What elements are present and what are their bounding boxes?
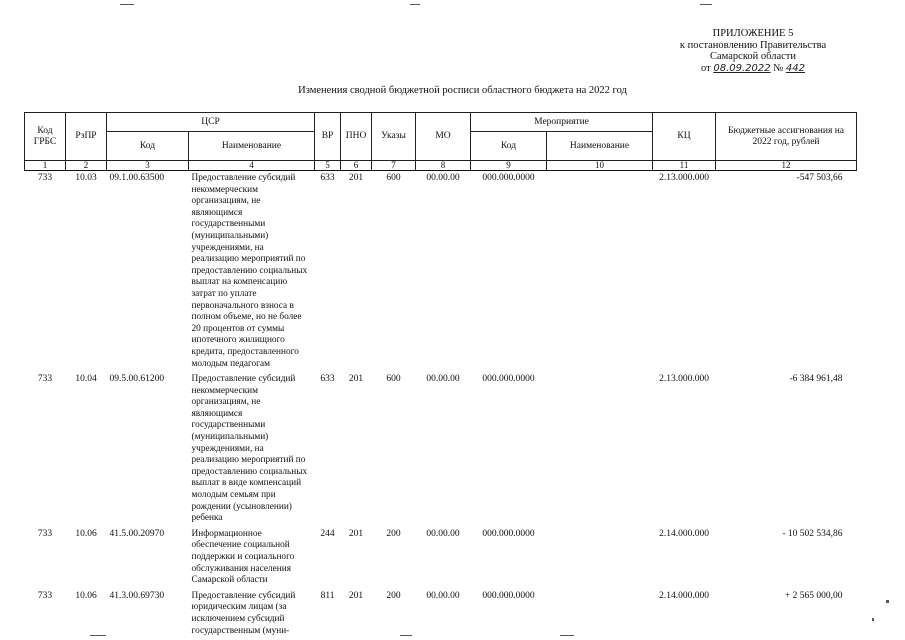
cell-allocation: -547 503,66 bbox=[796, 173, 843, 183]
cell-pno: 201 bbox=[348, 374, 364, 385]
header-csr-code: Код bbox=[107, 132, 189, 161]
cell-rzpr: 10.06 bbox=[75, 528, 97, 539]
table-row bbox=[25, 372, 857, 527]
cell-csr-code: 09.5.00.61200 bbox=[109, 374, 165, 385]
header-pno: ПНО bbox=[341, 113, 372, 161]
cell-kc: 2.14.000.000 bbox=[659, 590, 709, 601]
header-kc: КЦ bbox=[653, 113, 716, 161]
cell-allocation: - 10 502 534,86 bbox=[782, 528, 843, 539]
cell-rzpr: 10.04 bbox=[75, 374, 97, 385]
cell-mo: 00.00.00 bbox=[426, 590, 460, 601]
cell-ukazy: 200 bbox=[386, 590, 401, 601]
cell-pno: 201 bbox=[348, 590, 364, 601]
appendix-resolution: к постановлению Правительства bbox=[679, 39, 827, 51]
column-number: 11 bbox=[653, 161, 716, 171]
table-row bbox=[25, 589, 857, 639]
handwritten-number: 442 bbox=[785, 62, 805, 74]
cell-mo: 00.00.00 bbox=[426, 374, 460, 385]
header-csr: ЦСР bbox=[107, 113, 315, 132]
number-prefix: № bbox=[773, 62, 784, 74]
budget-changes-table bbox=[24, 112, 857, 639]
cell-event-code: 000.000.0000 bbox=[482, 528, 535, 539]
date-prefix: от bbox=[701, 62, 711, 74]
cell-vr: 244 bbox=[320, 528, 335, 539]
cell-pno: 201 bbox=[348, 528, 364, 539]
column-number: 1 bbox=[25, 161, 66, 171]
column-number: 8 bbox=[416, 161, 471, 171]
cell-rzpr: 10.06 bbox=[75, 590, 97, 601]
header-grbs: Код ГРБС bbox=[25, 113, 66, 161]
table-row bbox=[25, 171, 857, 373]
cell-event-code: 000.000.0000 bbox=[482, 173, 535, 183]
header-event: Мероприятие bbox=[471, 113, 653, 132]
appendix-title: ПРИЛОЖЕНИЕ 5 bbox=[712, 28, 794, 39]
cell-ukazy: 200 bbox=[386, 528, 401, 539]
header-event-code: Код bbox=[471, 132, 547, 161]
cell-vr: 811 bbox=[320, 590, 335, 601]
appendix-block bbox=[663, 28, 843, 74]
handwritten-date: 08.09.2022 bbox=[713, 62, 771, 74]
cell-grbs: 733 bbox=[37, 528, 53, 539]
cell-csr-code: 41.5.00.20970 bbox=[109, 528, 165, 539]
table-row bbox=[25, 527, 857, 589]
header-mo: МО bbox=[416, 113, 471, 161]
cell-event-name bbox=[547, 589, 653, 639]
cell-vr: 633 bbox=[320, 173, 335, 183]
header-csr-name: Наименование bbox=[189, 132, 315, 161]
cell-event-code: 000.000.0000 bbox=[482, 374, 535, 385]
appendix-date-line bbox=[663, 63, 843, 75]
cell-ukazy: 600 bbox=[386, 374, 401, 385]
cell-allocation: -6 384 961,48 bbox=[789, 374, 843, 385]
header-event-name: Наименование bbox=[547, 132, 653, 161]
appendix-region: Самарской области bbox=[710, 51, 796, 62]
cell-csr-name: Предоставление субсидий некоммерческим организациям, не являющимся государственными (муниципальными) учреждениями, на реализацию мероприятий по предоставлению социальных выплат на компенсацию затрат по уплате первоначального взноса в полном объеме, но не более 20 процентов от суммы ипотечного жилищного кредита, предоставленного молодым педагогам bbox=[191, 173, 308, 369]
cell-csr-code: 09.1.00.63500 bbox=[109, 173, 165, 183]
cell-kc: 2.13.000.000 bbox=[659, 173, 709, 183]
cell-event-name bbox=[547, 372, 653, 527]
column-number: 12 bbox=[716, 161, 857, 171]
cell-rzpr: 10.03 bbox=[75, 173, 97, 183]
cell-grbs: 733 bbox=[37, 173, 53, 183]
header-rzpr: РзПР bbox=[66, 113, 107, 161]
column-number: 9 bbox=[471, 161, 547, 171]
cell-vr: 633 bbox=[320, 374, 335, 385]
cell-grbs: 733 bbox=[37, 590, 53, 601]
cell-grbs: 733 bbox=[37, 374, 53, 385]
cell-kc: 2.13.000.000 bbox=[659, 374, 709, 385]
header-allocation: Бюджетные ассигнования на 2022 год, рублей bbox=[716, 113, 857, 161]
cell-mo: 00.00.00 bbox=[426, 528, 460, 539]
header-vr: ВР bbox=[315, 113, 341, 161]
document-title: Изменения сводной бюджетной росписи областного бюджета на 2022 год bbox=[298, 85, 627, 96]
cell-event-name bbox=[547, 527, 653, 589]
cell-csr-code: 41.3.00.69730 bbox=[109, 590, 165, 601]
column-number: 6 bbox=[341, 161, 372, 171]
cell-kc: 2.14.000.000 bbox=[659, 528, 709, 539]
column-number: 4 bbox=[189, 161, 315, 171]
header-ukazy: Указы bbox=[372, 113, 416, 161]
cell-event-code: 000.000.0000 bbox=[482, 590, 535, 601]
cell-csr-name: Предоставление субсидий юридическим лицам (за исключением субсидий государственным (муни- bbox=[191, 590, 296, 636]
column-number-row bbox=[25, 161, 857, 171]
cell-csr-name: Информационное обеспечение социальной поддержки и социального обслуживания населения Самарской области bbox=[191, 528, 295, 586]
column-number: 3 bbox=[107, 161, 189, 171]
cell-ukazy: 600 bbox=[386, 173, 401, 183]
cell-event-name bbox=[547, 171, 653, 373]
column-number: 7 bbox=[372, 161, 416, 171]
column-number: 2 bbox=[66, 161, 107, 171]
cell-csr-name: Предоставление субсидий некоммерческим организациям, не являющимся государственными (муниципальными) учреждениями, на реализацию мероприятий по предоставлению социальных выплат в виде компенсаций молодым семьям при рождении (усыновлении) ребенка bbox=[191, 374, 308, 524]
column-number: 10 bbox=[547, 161, 653, 171]
cell-mo: 00.00.00 bbox=[426, 173, 460, 183]
column-number: 5 bbox=[315, 161, 341, 171]
cell-allocation: + 2 565 000,00 bbox=[784, 590, 843, 601]
cell-pno: 201 bbox=[348, 173, 364, 183]
